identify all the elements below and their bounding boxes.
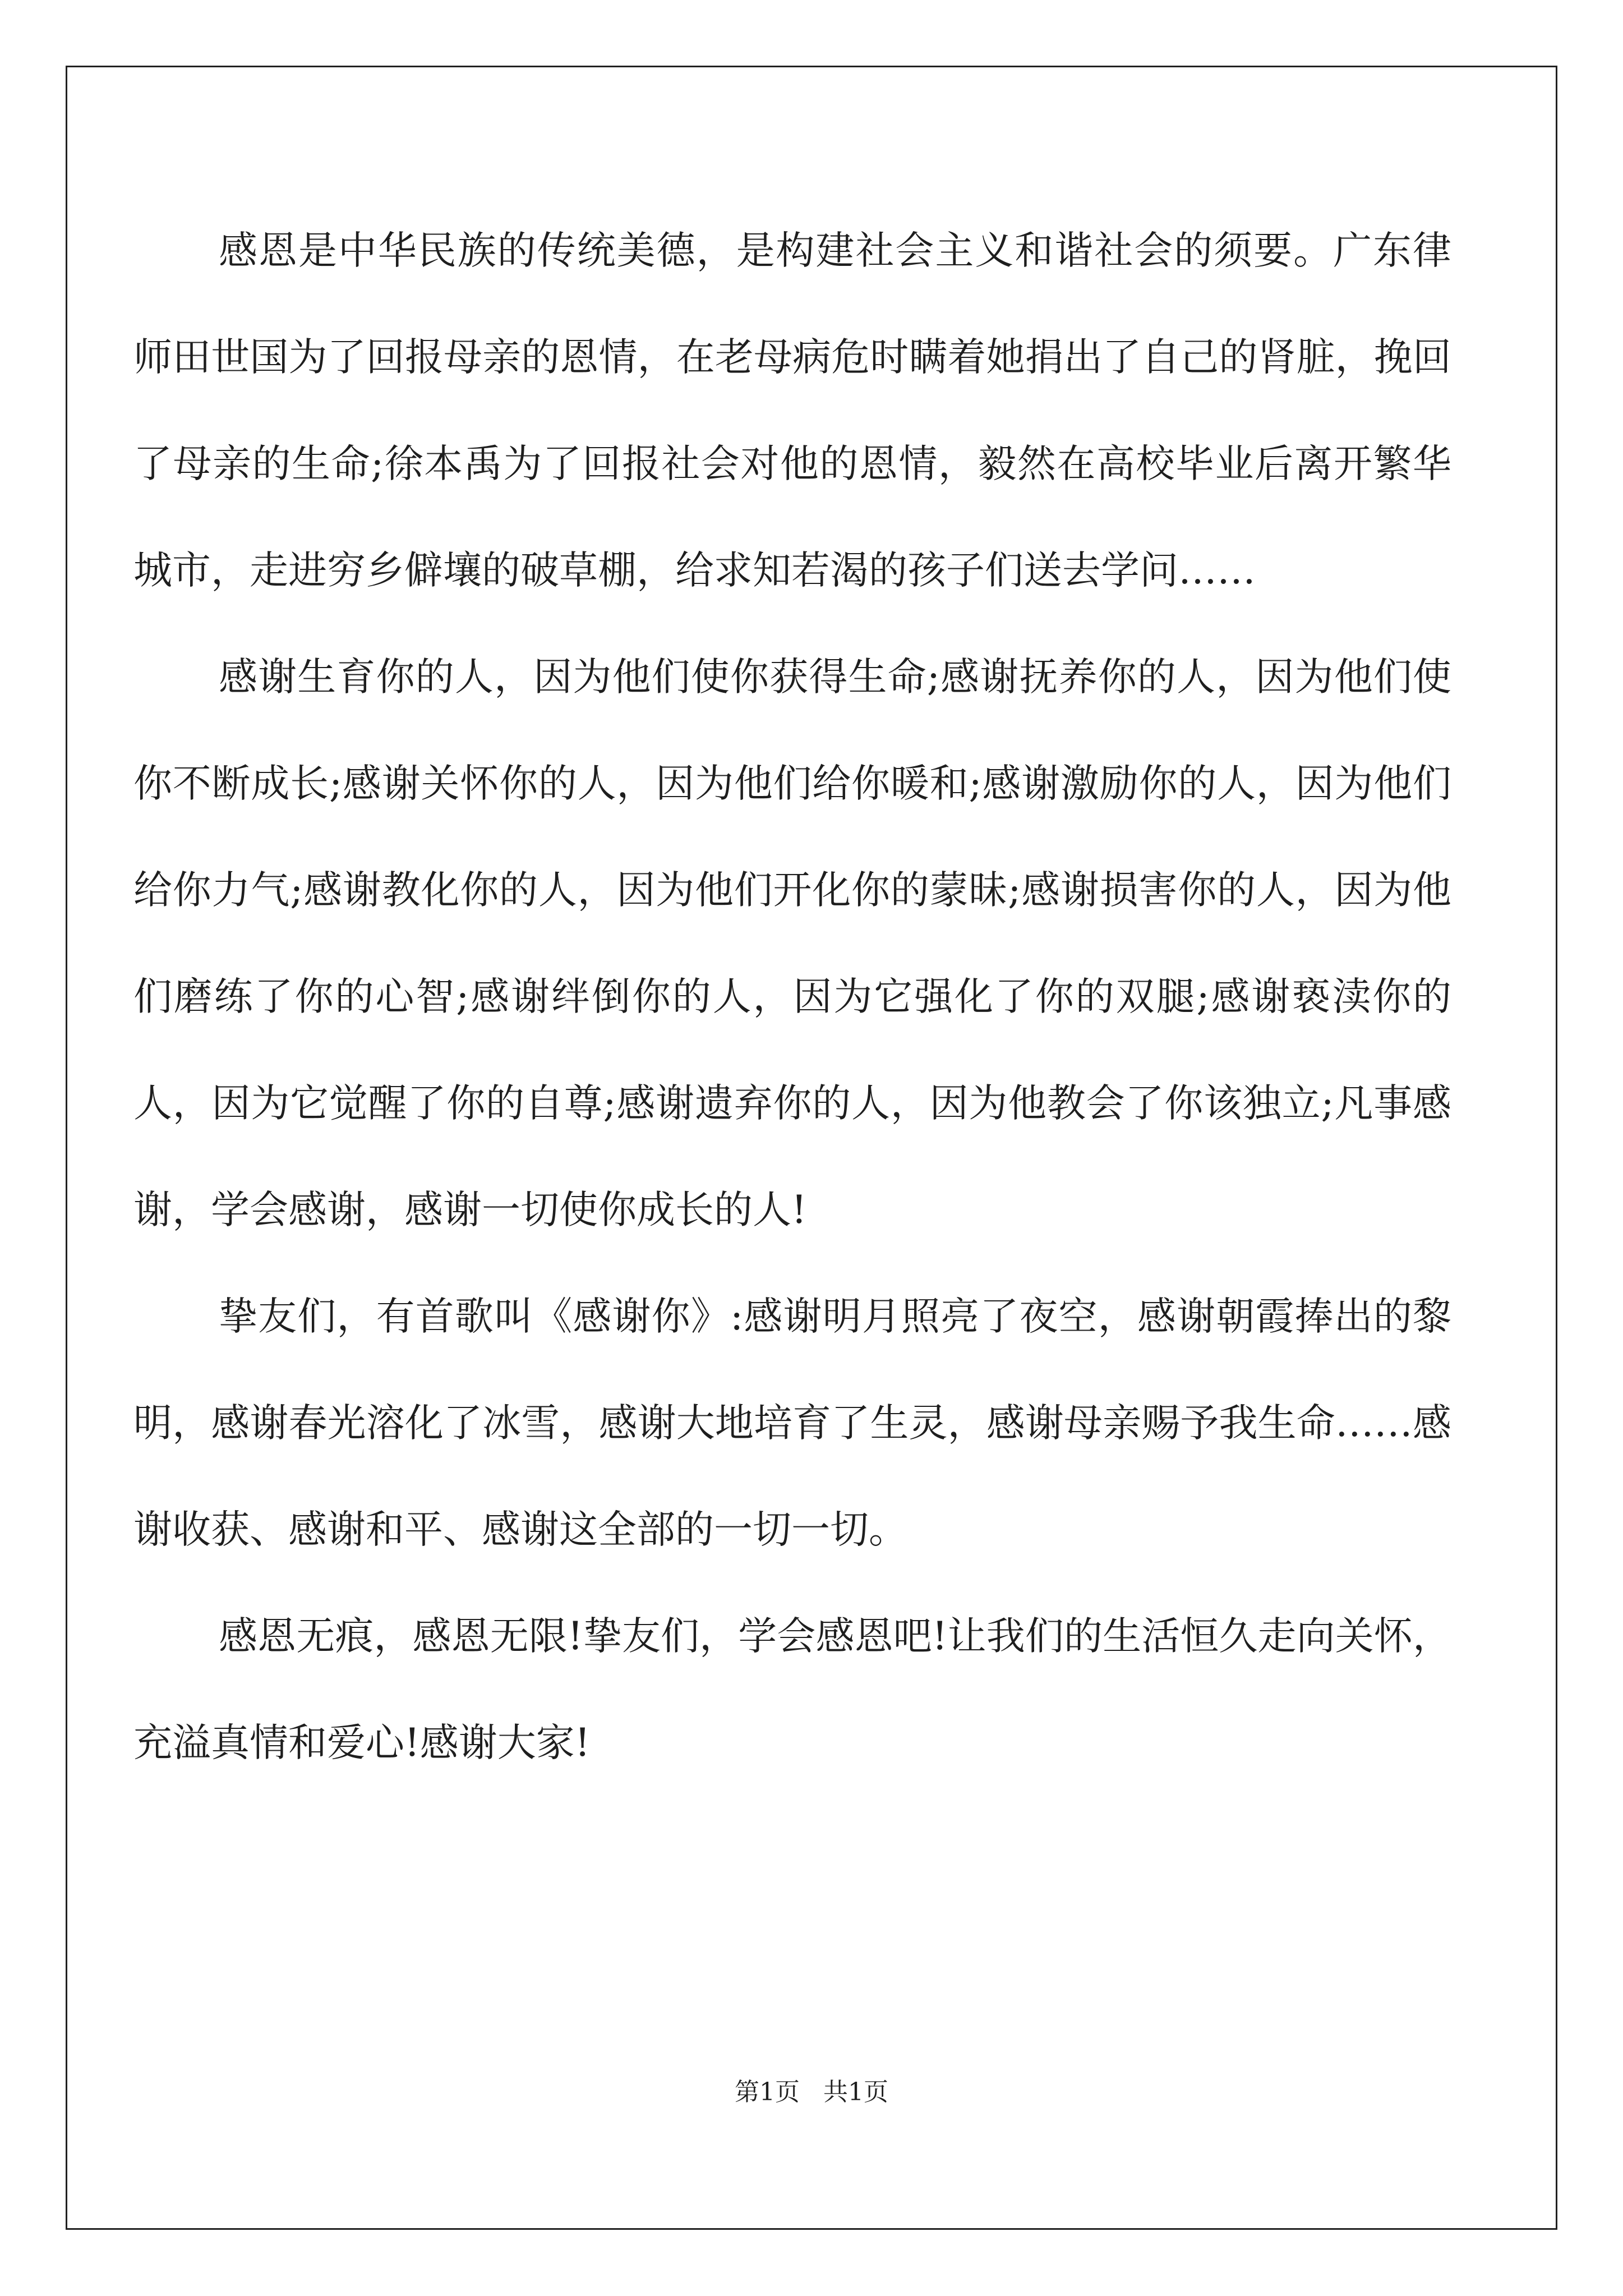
paragraph-3: 挚友们，有首歌叫《感谢你》:感谢明月照亮了夜空，感谢朝霞捧出的黎明，感谢春光溶化了冰雪，感谢大地培育了生灵，感谢母亲赐予我生命……感谢收获、感谢和平、感谢这全部的一切一切。 [133,1294,1451,1552]
document-body [133,197,1451,1796]
paragraph-2: 感谢生育你的人，因为他们使你获得生命;感谢抚养你的人，因为他们使你不断成长;感谢关怀你的人，因为他们给你暖和;感谢激励你的人，因为他们给你力气;感谢教化你的人，因为他们开化你的蒙昧;感谢损害你的人，因为他们磨练了你的心智;感谢绊倒你的人，因为它强化了你的双腿;感谢亵渎你的人，因为它觉醒了你的自尊;感谢遗弃你的人，因为他教会了你该独立;凡事感谢，学会感谢，感谢一切使你成长的人! [133,655,1451,1232]
page-footer: 第1页 共1页 [735,2078,888,2106]
paragraph-1: 感恩是中华民族的传统美德，是构建社会主义和谐社会的须要。广东律师田世国为了回报母亲的恩情，在老母病危时瞒着她捐出了自己的肾脏，挽回了母亲的生命;徐本禹为了回报社会对他的恩情，毅然在高校毕业后离开繁华城市，走进穷乡僻壤的破草棚，给求知若渴的孩子们送去学问…… [133,228,1451,593]
paragraph-4: 感恩无痕，感恩无限!挚友们，学会感恩吧!让我们的生活恒久走向关怀，充溢真情和爱心!感谢大家! [133,1614,1451,1765]
